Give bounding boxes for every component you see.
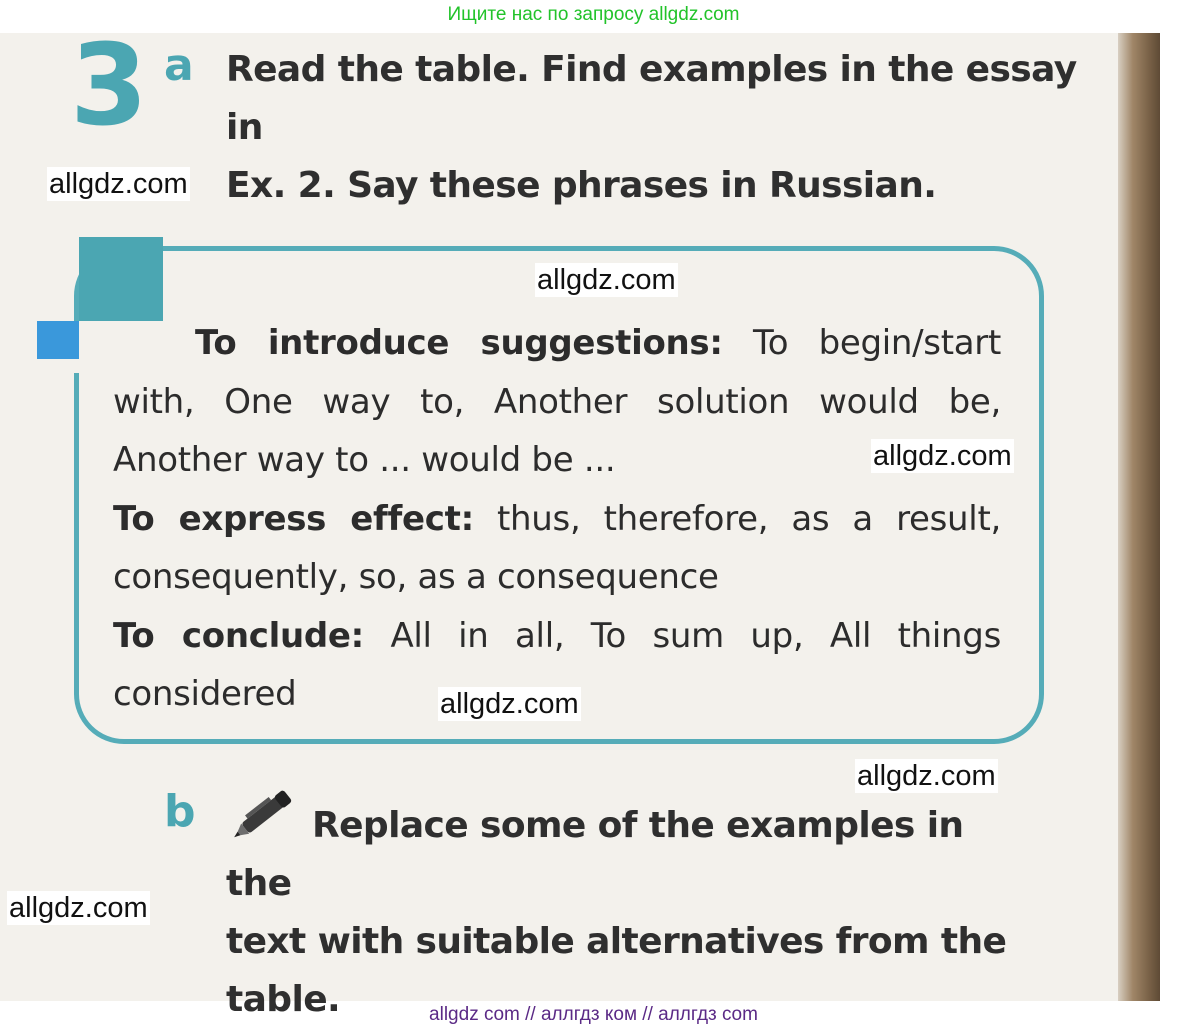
effect-text: thus, therefore, as a result, consequently, so, as a consequence <box>113 498 1001 597</box>
part-b-line-2: text with suitable alternatives from the <box>226 921 1007 962</box>
watermark[interactable]: allgdz.com <box>9 892 148 924</box>
part-a-instruction <box>226 41 1106 215</box>
introduce-heading: To introduce suggestions: <box>195 323 723 363</box>
part-a-line-2: Ex. 2. Say these phrases in Russian. <box>226 165 937 206</box>
part-b-instruction <box>226 797 1026 1029</box>
useful-language-text <box>113 314 1001 724</box>
part-a-letter: a <box>164 40 194 91</box>
part-a-line-1: Read the table. Find examples in the essay in <box>226 49 1077 148</box>
watermark[interactable]: allgdz.com <box>873 440 1012 472</box>
watermark[interactable]: allgdz.com <box>857 760 996 792</box>
introduce-paragraph <box>113 314 1001 490</box>
effect-heading: To express effect: <box>113 498 474 539</box>
watermark[interactable]: allgdz.com <box>49 168 188 200</box>
part-b-line-3: table. <box>226 979 341 1020</box>
watermark[interactable]: allgdz.com <box>537 264 676 296</box>
top-banner[interactable]: Ищите нас по запросу allgdz.com <box>447 4 740 25</box>
part-b-letter: b <box>164 786 196 837</box>
book-spine <box>1118 33 1160 1001</box>
effect-paragraph <box>113 490 1001 607</box>
conclude-text: All in all, To sum up, All things considered <box>113 615 1002 714</box>
conclude-heading: To conclude: <box>113 615 364 656</box>
bottom-banner[interactable]: allgdz com // аллгдз ком // аллгдз com <box>429 1004 758 1025</box>
exercise-number: 3 <box>70 21 148 151</box>
box-corner-small-square <box>37 321 79 359</box>
box-corner-square <box>79 237 163 321</box>
part-b-line-1: Replace some of the examples in the <box>226 805 964 904</box>
introduce-text: To begin/start with, One way to, Another solution would be, Another way to ... would be ... <box>113 323 1001 480</box>
watermark[interactable]: allgdz.com <box>440 688 579 720</box>
